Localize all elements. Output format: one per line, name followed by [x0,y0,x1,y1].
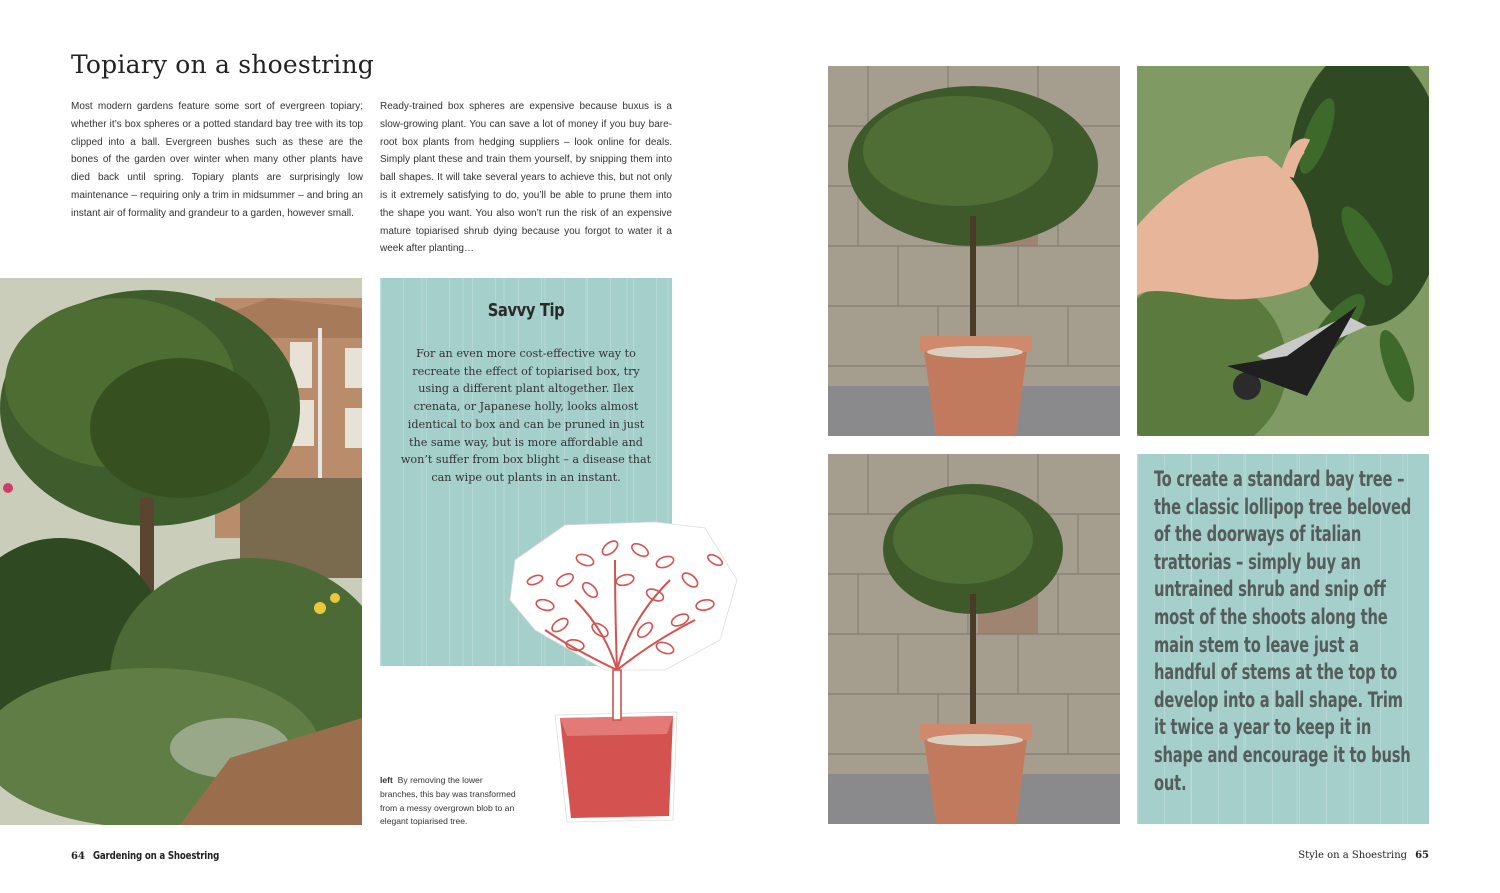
left-running-title: Gardening on a Shoestring [92,850,219,862]
caption-label: left [380,775,393,785]
savvy-tip-text: For an even more cost-effective way to recreate the effect of topiarised box, try using a different plant altogether. Ilex crenata, or Japanese holly, looks almost identical to box and can be pruned in just the same way, but is more affordable and won’t suffer from box blight – a disease that can wipe out plants in an instant. [400,347,652,484]
savvy-tip-heading: Savvy Tip [487,300,565,321]
potted-bay-after-photo [828,454,1120,824]
photo-caption [380,774,520,829]
garden-bay-tree-photo [0,278,362,825]
intro-paragraph-1: Most modern gardens feature some sort of evergreen topiary; whether it’s box spheres or a potted standard bay tree with its top clipped into a ball. Evergreen bushes such as these are the bones of the garden over winter when many other plants have died back until spring. Topiary plants are surprisingly low maintenance – requiring only a trim in midsummer – and bring an instant air of formality and grandeur to a garden, however small. [71,101,363,219]
left-folio [71,850,247,862]
caption-text: By removing the lower branches, this bay was transformed from a messy overgrown blob to an elegant topiarised tree. [380,775,516,827]
intro-paragraph-2: Ready-trained box spheres are expensive because buxus is a slow-growing plant. You can save a lot of money if you buy bare-root box plants from hedging suppliers – look online for deals. Simply plant these and train them yourself, by snipping them into ball shapes. It will take several years to achieve this, but not only is it extremely satisfying to do, you’ll be able to prune them into the shape you want. You also won’t run the risk of an expensive mature topiarised shrub dying because you forgot to water it a week after planting… [380,101,672,255]
right-folio [1298,850,1429,861]
left-page-number: 64 [71,851,85,862]
page-title: Topiary on a shoestring [71,50,374,79]
potted-tree-illustration [505,520,740,832]
right-page-number: 65 [1415,850,1429,861]
right-running-title: Style on a Shoestring [1298,850,1408,861]
pruning-bay-leaves-photo [1137,66,1429,436]
potted-bay-before-photo [828,66,1120,436]
bay-tree-quote: To create a standard bay tree – the classic lollipop tree beloved of the doorways of italian trattorias – simply buy an untrained shrub and snip off most of the shoots along the main stem to leave just a handful of stems at the top to develop into a ball shape. Trim it twice a year to keep it in shape and encourage it to bush out. [1154,467,1412,795]
